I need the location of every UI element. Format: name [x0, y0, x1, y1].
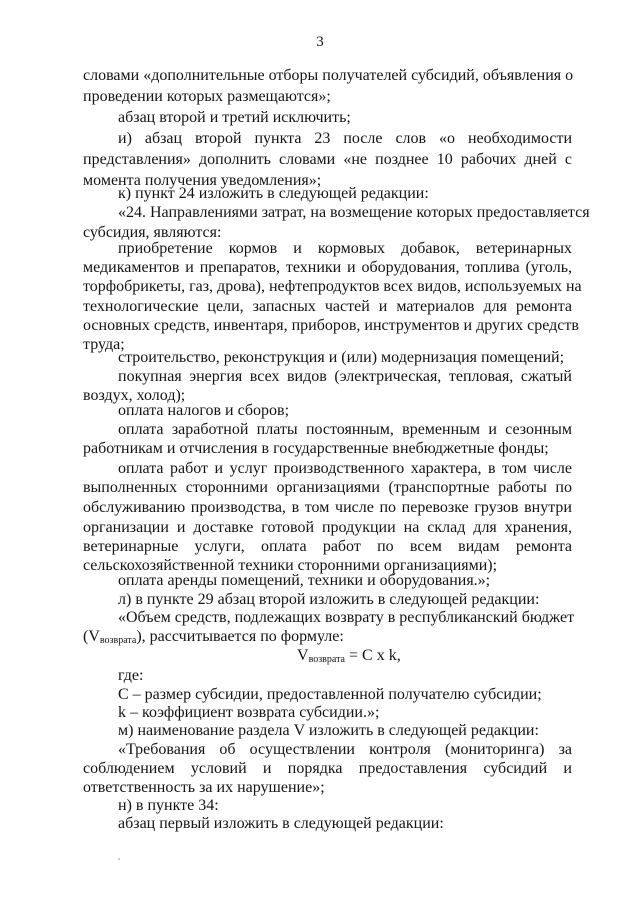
- text-line: оплата работ и услуг производственного характера, в том числе: [118, 460, 572, 477]
- text-line: «Требования об осуществлении контроля (мониторинга) за: [118, 741, 572, 758]
- text-line: к) пункт 24 изложить в следующей редакции:: [118, 185, 429, 202]
- text-line: где:: [118, 667, 144, 684]
- text-line: технологические цели, запасных частей и материалов для ремонта: [83, 298, 572, 315]
- text-line: оплата аренды помещений, техники и оборудования.»;: [118, 572, 491, 589]
- text-line: «24. Направлениями затрат, на возмещение которых предоставляется: [118, 204, 590, 221]
- text-line: труда;: [83, 336, 125, 353]
- text-line: н) в пункте 34:: [118, 797, 219, 814]
- text-line: медикаментов и препаратов, техники и оборудования, топлива (уголь,: [83, 259, 572, 276]
- text-line: л) в пункте 29 абзац второй изложить в следующей редакции:: [118, 591, 540, 608]
- text-line: воздух, холод);: [83, 387, 186, 404]
- text-line: сельскохозяйственной техники сторонними организациями);: [83, 557, 498, 574]
- text-line: «Объем средств, подлежащих возврату в республиканский бюджет: [118, 609, 575, 626]
- text-line: оплата заработной платы постоянным, временным и сезонным: [118, 421, 572, 438]
- formula-rhs: = C x k,: [345, 647, 401, 664]
- page-number: 3: [316, 34, 324, 50]
- text-line: словами «дополнительные отборы получателей субсидий, объявления о: [83, 67, 574, 84]
- text-line: C – размер субсидии, предоставленной получателю субсидии;: [118, 686, 542, 703]
- text-line: оплата налогов и сборов;: [118, 402, 290, 419]
- text-line: основных средств, инвентаря, приборов, инструментов и других средств: [83, 317, 579, 334]
- text-line: организации и доставке готовой продукции на склад для хранения,: [83, 519, 572, 536]
- text-line: приобретение кормов и кормовых добавок, ветеринарных: [118, 240, 572, 257]
- scan-speck: [118, 858, 120, 860]
- text-line: субсидия, являются:: [83, 224, 222, 241]
- text-line: момента получения уведомления»;: [83, 172, 322, 189]
- text-line: ответственность за их нарушение»;: [83, 779, 325, 796]
- text-line: представления» дополнить словами «не позднее 10 рабочих дней с: [83, 151, 572, 168]
- text-line: и) абзац второй пункта 23 после слов «о необходимости: [118, 130, 572, 147]
- text-line: ветеринарные услуги, оплата работ по всем видам ремонта: [83, 538, 572, 555]
- text-fragment: ), рассчитывается по формуле:: [136, 628, 344, 645]
- text-line: k – коэффициент возврата субсидии.»;: [118, 704, 380, 721]
- text-line: м) наименование раздела V изложить в следующей редакции:: [118, 722, 539, 739]
- text-line: абзац второй и третий исключить;: [118, 109, 351, 126]
- text-line: строительство, реконструкция и (или) модернизация помещений;: [118, 349, 565, 366]
- subscript: возврата: [99, 635, 137, 646]
- subscript: возврата: [308, 654, 345, 665]
- text-line: соблюдением условий и порядка предоставления субсидий и: [83, 760, 572, 777]
- text-line: торфобрикеты, газ, дрова), нефтепродуктов всех видов, используемых на: [83, 278, 582, 295]
- text-line: выполненных сторонними организациями (транспортные работы по: [83, 479, 572, 496]
- text-line: абзац первый изложить в следующей редакции:: [118, 815, 444, 832]
- v-symbol: (V: [83, 628, 100, 645]
- v-symbol: V: [297, 647, 309, 664]
- text-line: покупная энергия всех видов (электрическая, тепловая, сжатый: [118, 368, 572, 385]
- text-line: работникам и отчисления в государственные внебюджетные фонды;: [83, 440, 549, 457]
- text-line: проведении которых размещаются»;: [83, 88, 331, 105]
- text-line: обслуживанию производства, в том числе по перевозке грузов внутри: [83, 499, 572, 516]
